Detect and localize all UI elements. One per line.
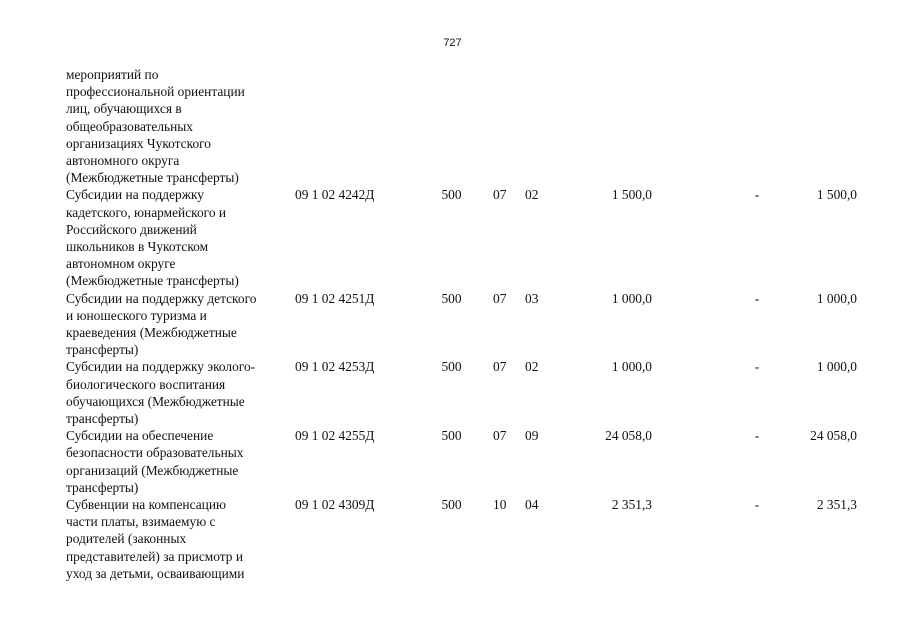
row-section: 07 xyxy=(493,290,507,306)
table-row xyxy=(66,66,866,186)
row-code: 09 1 02 4251Д xyxy=(295,290,375,306)
row-section: 07 xyxy=(493,428,507,444)
row-amount: 24 058,0 xyxy=(605,428,652,444)
row-amount: 1 000,0 xyxy=(611,290,652,306)
row-code: 09 1 02 4242Д xyxy=(295,187,375,203)
row-change: - xyxy=(754,497,760,513)
table-row xyxy=(66,496,866,582)
row-amount: 2 351,3 xyxy=(611,497,652,513)
row-section: 07 xyxy=(493,187,507,203)
row-expense-type: 500 xyxy=(441,187,462,203)
row-total: 1 000,0 xyxy=(816,290,857,306)
row-total: 24 058,0 xyxy=(810,428,857,444)
row-expense-type: 500 xyxy=(441,359,462,375)
row-code: 09 1 02 4255Д xyxy=(295,428,375,444)
row-amount: 1 500,0 xyxy=(611,187,652,203)
budget-table xyxy=(66,66,866,582)
row-description: Субсидии на поддержку кадетского, юнармейского и Российского движений школьников в Чукотском автономном округе (Межбюджетные трансферты) xyxy=(66,187,239,289)
row-total: 1 000,0 xyxy=(816,359,857,375)
row-subsection: 03 xyxy=(525,290,539,306)
row-expense-type: 500 xyxy=(441,428,462,444)
row-subsection: 09 xyxy=(525,428,539,444)
row-description: Субвенции на компенсацию части платы, взимаемую с родителей (законных представителей) за присмотр и уход за детьми, осваивающими xyxy=(66,497,245,581)
row-change: - xyxy=(754,187,760,203)
table-row xyxy=(66,358,866,427)
table-row xyxy=(66,290,866,359)
page-number: 727 xyxy=(443,37,462,49)
row-description: Субсидии на поддержку детского и юношеского туризма и краеведения (Межбюджетные трансферты) xyxy=(66,290,257,358)
row-section: 10 xyxy=(493,497,507,513)
row-code: 09 1 02 4253Д xyxy=(295,359,375,375)
table-row xyxy=(66,186,866,289)
row-description: Субсидии на обеспечение безопасности образовательных организаций (Межбюджетные трансферты) xyxy=(66,428,244,495)
row-total: 2 351,3 xyxy=(816,497,857,513)
row-subsection: 02 xyxy=(525,359,539,375)
row-subsection: 04 xyxy=(525,497,539,513)
row-change: - xyxy=(754,290,760,306)
row-amount: 1 000,0 xyxy=(611,359,652,375)
row-description: мероприятий по профессиональной ориентации лиц, обучающихся в общеобразовательных организациях Чукотского автономного округа (Межбюджетные трансферты) xyxy=(66,67,245,186)
table-row xyxy=(66,427,866,496)
row-change: - xyxy=(754,428,760,444)
row-change: - xyxy=(754,359,760,375)
row-expense-type: 500 xyxy=(441,290,462,306)
row-code: 09 1 02 4309Д xyxy=(295,497,375,513)
row-section: 07 xyxy=(493,359,507,375)
row-total: 1 500,0 xyxy=(816,187,857,203)
row-description: Субсидии на поддержку эколого- биологического воспитания обучающихся (Межбюджетные трансферты) xyxy=(66,359,256,427)
row-expense-type: 500 xyxy=(441,497,462,513)
row-subsection: 02 xyxy=(525,187,539,203)
